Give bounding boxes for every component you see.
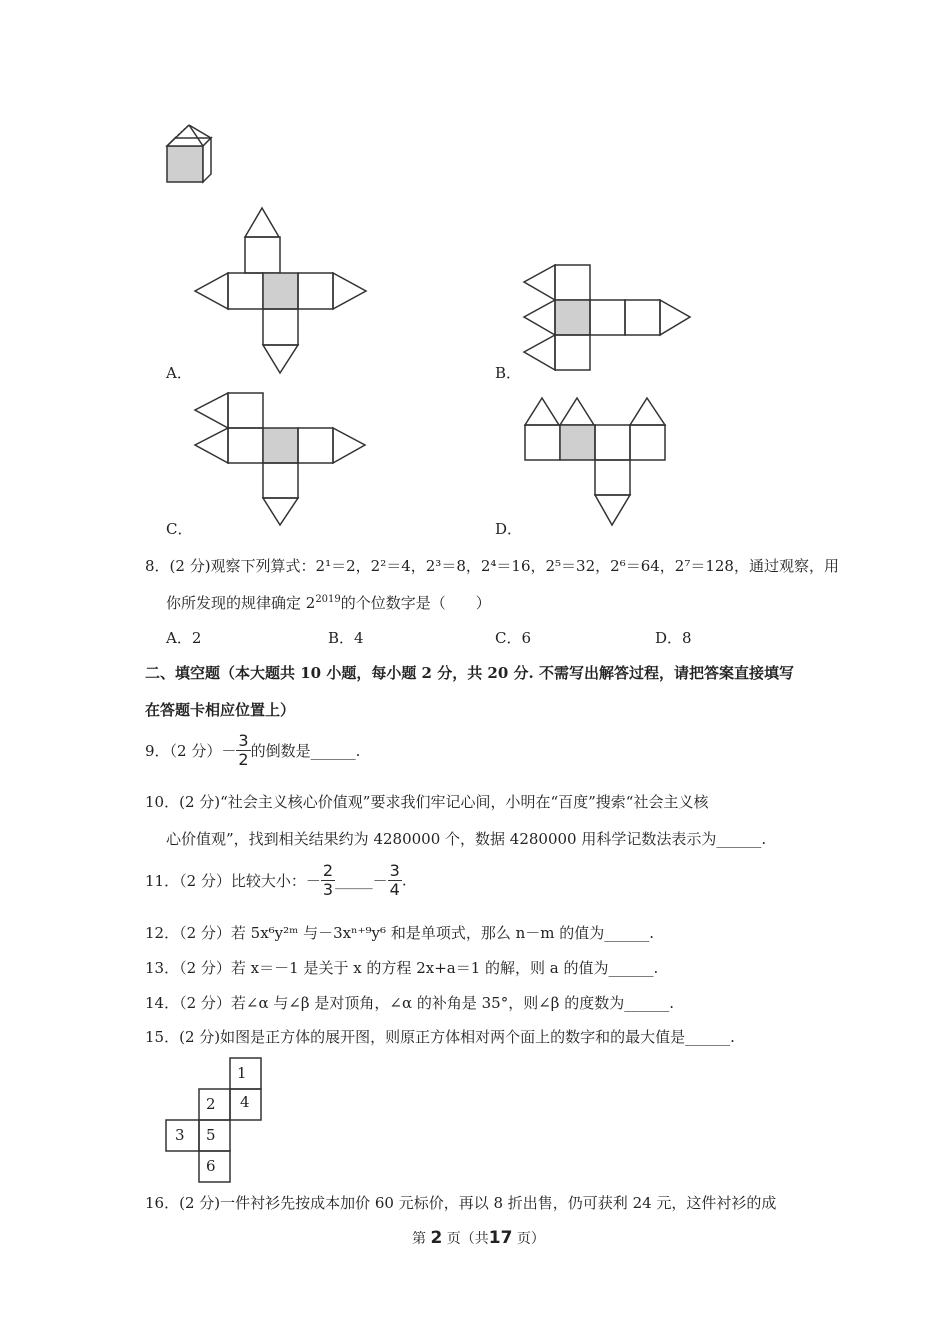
option-c-label: C． bbox=[166, 520, 193, 538]
q8-option-d: D．8 bbox=[655, 629, 692, 647]
net-number-4: 4 bbox=[240, 1093, 250, 1111]
q13: 13．（2 分）若 x＝－1 是关于 x 的方程 2x+a＝1 的解，则 a 的值为______. bbox=[145, 959, 659, 977]
q8-option-c: C．6 bbox=[495, 629, 532, 647]
net-option-b bbox=[520, 262, 700, 377]
q8-option-b: B．4 bbox=[328, 629, 364, 647]
q10-line1: 10．(2 分)“社会主义核心价值观”要求我们牢记心间，小明在“百度”搜索“社会主义核 bbox=[145, 793, 709, 811]
q8-line2: 你所发现的规律确定 $2^{2019}$的个位数字是（ ） bbox=[166, 594, 491, 612]
q16: 16．(2 分)一件衬衫先按成本加价 60 元标价，再以 8 折出售，仍可获利 24 元，这件衬衫的成 bbox=[145, 1194, 777, 1212]
option-b-label: B． bbox=[495, 364, 522, 382]
page-footer: 第 2 页（共17 页） bbox=[412, 1228, 545, 1248]
option-a-label: A． bbox=[166, 364, 192, 382]
q14: 14．（2 分）若∠α 与∠β 是对顶角，∠α 的补角是 35°，则∠β 的度数为______. bbox=[145, 994, 674, 1012]
net-number-3: 3 bbox=[175, 1126, 185, 1144]
q8-option-a: A．2 bbox=[166, 629, 202, 647]
net-number-2: 2 bbox=[206, 1095, 216, 1113]
section2-heading-line2: 在答题卡相应位置上） bbox=[145, 701, 296, 719]
q10-line2: 心价值观”，找到相关结果约为 4280000 个，数据 4280000 用科学记数法表示为______. bbox=[166, 830, 767, 848]
q15: 15．(2 分)如图是正方体的展开图，则原正方体相对两个面上的数字和的最大值是______. bbox=[145, 1028, 735, 1046]
q12: 12．（2 分）若 5x⁶y²ᵐ 与－3xⁿ⁺⁹y⁶ 和是单项式，那么 n－m 的值为______. bbox=[145, 924, 655, 942]
q9: 9．（2 分）－ $\frac{3}{2}$ 的倒数是______. bbox=[145, 731, 361, 769]
cube-net-figure bbox=[163, 1055, 273, 1185]
q8-line1: 8．(2 分)观察下列算式：2¹＝2，2²＝4，2³＝8，2⁴＝16，2⁵＝32，2⁶＝64，2⁷＝128，通过观察，用 bbox=[145, 557, 839, 575]
q11: 11．（2 分）比较大小：－ $\frac{2}{3}$ _____－ $\frac{3}{4}$ . bbox=[145, 861, 407, 899]
net-option-d bbox=[520, 395, 680, 530]
net-option-c bbox=[190, 390, 370, 530]
prism-figure bbox=[160, 120, 220, 190]
net-option-a bbox=[190, 205, 370, 375]
net-number-1: 1 bbox=[237, 1064, 247, 1082]
net-number-6: 6 bbox=[206, 1157, 216, 1175]
net-number-5: 5 bbox=[206, 1126, 216, 1144]
section2-heading-line1: 二、填空题（本大题共 10 小题，每小题 2 分，共 20 分. 不需写出解答过程，请把答案直接填写 bbox=[145, 664, 794, 682]
option-d-label: D． bbox=[495, 520, 523, 538]
